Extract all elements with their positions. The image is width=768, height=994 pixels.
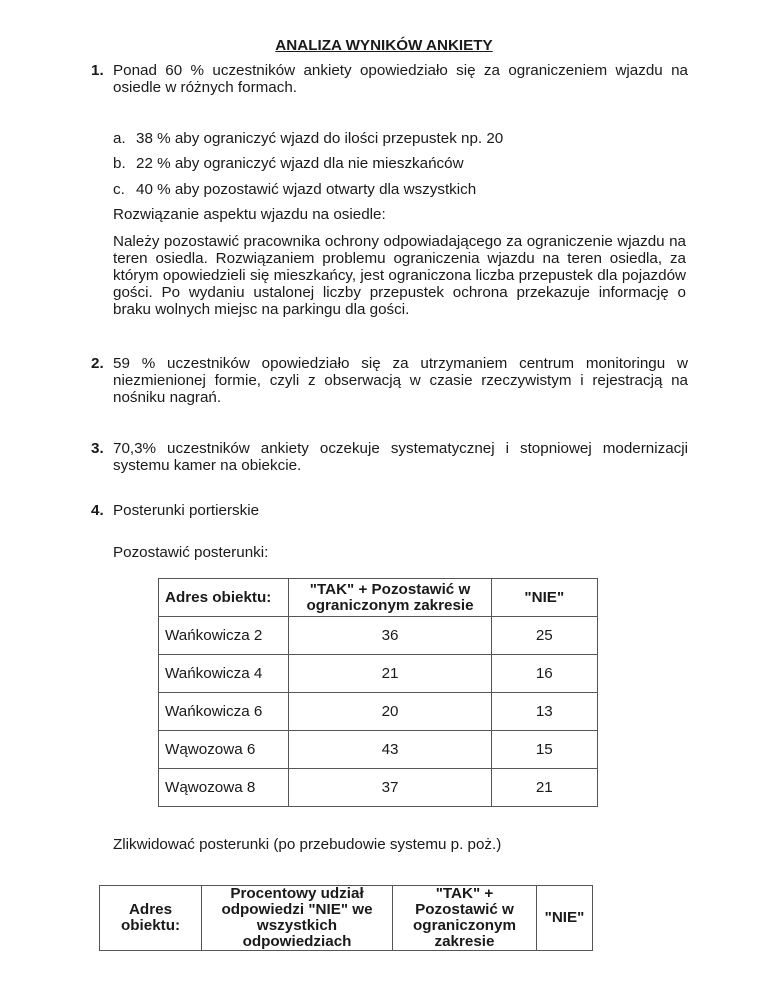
cell-address: Wańkowicza 6	[159, 693, 289, 731]
list-item-1	[91, 62, 688, 96]
table-header-row	[100, 886, 593, 951]
cell-yes: 36	[289, 617, 491, 655]
cell-address: Wańkowicza 2	[159, 617, 289, 655]
header-yes: "TAK" + Pozostawić w ograniczonym zakresie	[289, 579, 491, 617]
cell-address: Wąwozowa 8	[159, 769, 289, 807]
document-title: ANALIZA WYNIKÓW ANKIETY	[275, 37, 493, 54]
subitem-label: a.	[113, 130, 126, 147]
subitem-text: 38 % aby ograniczyć wjazd do ilości przepustek np. 20	[136, 130, 504, 147]
table-row	[159, 617, 598, 655]
item-number: 2.	[91, 355, 104, 372]
subitem-b	[113, 155, 464, 172]
list-item-2	[91, 355, 688, 406]
header-no: "NIE"	[537, 886, 593, 951]
subitem-a	[113, 130, 503, 147]
remove-posts-table	[99, 885, 593, 951]
table-row	[159, 693, 598, 731]
list-item-4	[91, 502, 688, 519]
subitem-c	[113, 181, 476, 198]
cell-yes: 37	[289, 769, 491, 807]
cell-address: Wańkowicza 4	[159, 655, 289, 693]
cell-yes: 21	[289, 655, 491, 693]
table-row	[159, 655, 598, 693]
cell-no: 15	[491, 731, 597, 769]
cell-no: 13	[491, 693, 597, 731]
header-no: "NIE"	[491, 579, 597, 617]
solution-paragraph: Należy pozostawić pracownika ochrony odpowiadającego za ograniczenie wjazdu na teren osiedla. Rozwiązaniem problemu ograniczenia wjazdu na teren osiedla, za którym opowiedzieli się mieszkańcy, jest ograniczona liczba przepustek dla pojazdów gości. Po wydaniu ustalonej liczby przepustek ochrona przekazuje informację o braku wolnych miejsc na parkingu dla gości.	[113, 233, 686, 318]
cell-no: 25	[491, 617, 597, 655]
subitem-text: 40 % aby pozostawić wjazd otwarty dla wszystkich	[136, 181, 477, 198]
item-number: 1.	[91, 62, 104, 79]
cell-yes: 43	[289, 731, 491, 769]
item-text: Ponad 60 % uczestników ankiety opowiedziało się za ograniczeniem wjazdu na osiedle w różnych formach.	[113, 62, 688, 96]
subitem-label: b.	[113, 155, 126, 172]
item-text: 59 % uczestników opowiedziało się za utrzymaniem centrum monitoringu w niezmienionej formie, czyli z obserwacją w czasie rzeczywistym i rejestracją na nośniku nagrań.	[113, 355, 688, 406]
header-no-percentage: Procentowy udział odpowiedzi "NIE" we wszystkich odpowiedziach	[202, 886, 393, 951]
item-text: 70,3% uczestników ankiety oczekuje systematycznej i stopniowej modernizacji systemu kamer na obiekcie.	[113, 440, 688, 474]
keep-posts-table	[158, 578, 598, 807]
cell-address: Wąwozowa 6	[159, 731, 289, 769]
table-row	[159, 769, 598, 807]
remove-heading: Zlikwidować posterunki (po przebudowie systemu p. poż.)	[113, 836, 502, 853]
item-number: 4.	[91, 502, 104, 519]
header-address: Adres obiektu:	[100, 886, 202, 951]
keep-heading: Pozostawić posterunki:	[113, 544, 269, 561]
header-yes: "TAK" + Pozostawić w ograniczonym zakresie	[393, 886, 537, 951]
table-row	[159, 731, 598, 769]
item-text: Posterunki portierskie	[113, 502, 260, 519]
table-header-row	[159, 579, 598, 617]
solution-heading: Rozwiązanie aspektu wjazdu na osiedle:	[113, 206, 386, 223]
list-item-3	[91, 440, 688, 474]
cell-yes: 20	[289, 693, 491, 731]
cell-no: 21	[491, 769, 597, 807]
subitem-label: c.	[113, 181, 125, 198]
header-address: Adres obiektu:	[159, 579, 289, 617]
subitem-text: 22 % aby ograniczyć wjazd dla nie mieszkańców	[136, 155, 464, 172]
cell-no: 16	[491, 655, 597, 693]
item-number: 3.	[91, 440, 104, 457]
